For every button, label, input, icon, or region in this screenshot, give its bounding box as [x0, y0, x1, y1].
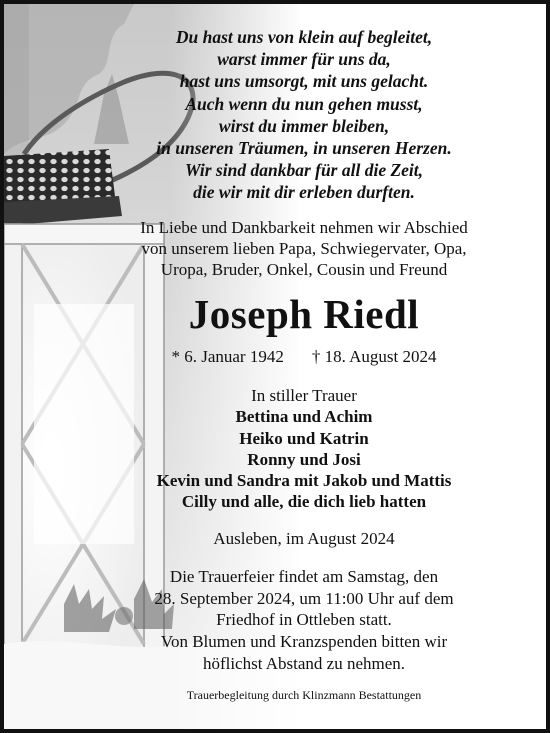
poem-line: Auch wenn du nun gehen musst,	[185, 93, 423, 114]
intro-line: von unserem lieben Papa, Schwiegervater, Opa,	[141, 239, 467, 258]
deceased-name: Joseph Riedl	[188, 291, 420, 337]
notice-content	[4, 4, 546, 729]
mourner-name: Kevin und Sandra mit Jakob und Mattis	[156, 471, 452, 491]
poem-line: warst immer für uns da,	[217, 49, 391, 70]
funeral-home-credit: Trauerbegleitung durch Klinzmann Bestattungen	[186, 688, 422, 702]
death-date: † 18. August 2024	[311, 347, 437, 366]
farewell-intro	[74, 217, 534, 280]
poem-line: Wir sind dankbar für all die Zeit,	[184, 160, 424, 181]
poem-line: Du hast uns von klein auf begleitet,	[175, 27, 433, 47]
poem-line: die wir mit dir erleben durften.	[193, 182, 415, 203]
funeral-line: höflichst Abstand zu nehmen.	[202, 653, 406, 673]
life-dates	[74, 347, 534, 367]
poem-line: wirst du immer bleiben,	[218, 115, 390, 136]
intro-line: Uropa, Bruder, Onkel, Cousin und Freund	[160, 260, 448, 279]
mourners-block	[74, 385, 534, 513]
funeral-line: 28. September 2024, um 11:00 Uhr auf dem	[154, 588, 454, 608]
funeral-line: Von Blumen und Kranzspenden bitten wir	[160, 632, 448, 652]
funeral-line: Friedhof in Ottleben statt.	[216, 610, 392, 630]
memorial-poem	[74, 26, 534, 204]
intro-line: In Liebe und Dankbarkeit nehmen wir Abschied	[140, 218, 468, 237]
mourner-name: Bettina und Achim	[235, 407, 373, 427]
funeral-info	[74, 566, 534, 675]
funeral-line: Die Trauerfeier findet am Samstag, den	[169, 567, 439, 586]
mourner-name: Heiko und Katrin	[239, 428, 369, 448]
birth-date: * 6. Januar 1942	[171, 347, 284, 366]
mourner-name: Ronny und Josi	[247, 449, 361, 469]
poem-line: hast uns umsorgt, mit uns gelacht.	[179, 71, 429, 92]
place-and-date: Ausleben, im August 2024	[213, 529, 395, 548]
mourners-heading: In stiller Trauer	[251, 386, 357, 405]
poem-line: in unseren Träumen, in unseren Herzen.	[156, 138, 452, 159]
mourner-name: Cilly und alle, die dich lieb hatten	[181, 492, 427, 512]
